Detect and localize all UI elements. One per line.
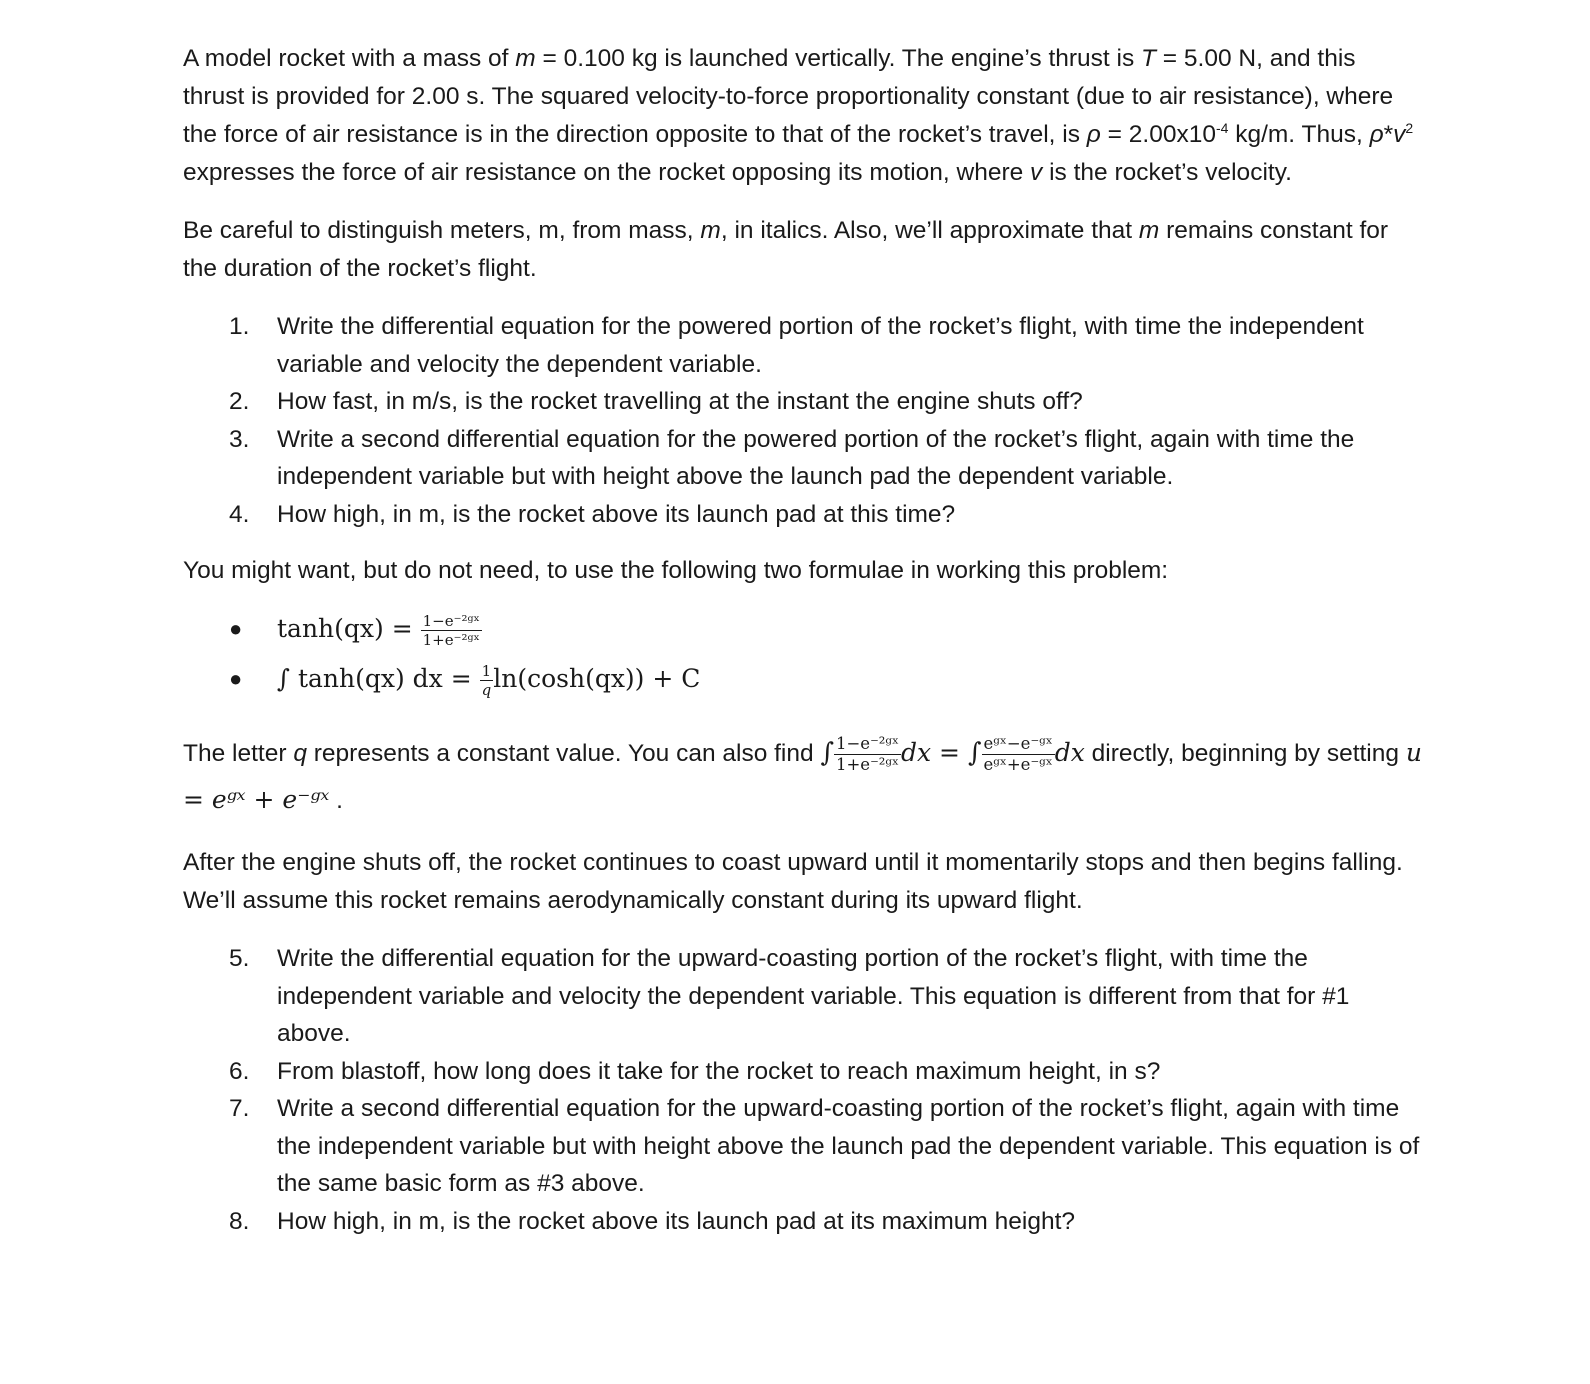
bullet-icon: ● [229,616,243,641]
list-item: 2. How fast, in m/s, is the rocket travelling at the instant the engine shuts off? [229,388,1083,415]
list-item: 8. How high, in m, is the rocket above its launch pad at its maximum height? [229,1207,1075,1235]
list-item: 4. How high, in m, is the rocket above its launch pad at this time? [229,500,956,528]
question-list-powered [183,308,1423,533]
list-item: 3. Write a second differential equation for the powered portion of the rocket’s flight, again with time the independent variable but with height above the launch pad the dependent variable. [229,425,1355,490]
list-item: 5. Write the differential equation for the upward-coasting portion of the rocket’s flight, with time the independent variable and velocity the dependent variable. This equation is different from that for #1 above. [229,945,1350,1047]
list-item: 1. Write the differential equation for the powered portion of the rocket’s flight, with time the independent variable and velocity the dependent variable. [229,313,1364,378]
careful-paragraph: Be careful to distinguish meters, m, from mass, m, in italics. Also, we’ll approximate that m remains constant for the duration of the rocket’s flight. [183,217,1389,282]
question-list-coasting [183,940,1423,1240]
formula-list [183,604,1423,704]
formula-tanh: ● tanh(qx) = $\frac{\text{1−e⁻²ᵍˣ}}{\text{1+e⁻²ᵍˣ}}$ [183,604,1423,654]
after-paragraph: After the engine shuts off, the rocket continues to coast upward until it momentarily stops and then begins falling. We’ll assume this rocket remains aerodynamically constant during its upward flight. [183,849,1403,914]
list-item: 7. Write a second differential equation for the upward-coasting portion of the rocket’s flight, again with time the independent variable but with height above the launch pad the dependent variable. This equation is of the same basic form as #3 above. [229,1095,1420,1197]
letter-q-paragraph: The letter q represents a constant value. You can also find ∫ $\frac{\text{1−e⁻²ᵍˣ}}{\text{1+e⁻²ᵍˣ}}$ dx = ∫ $\frac{\text{eᵍˣ−e⁻ᵍˣ}}{\text{eᵍˣ+e⁻ᵍˣ}}$ dx directly, beginning by setting u = eᵍˣ + e⁻ᵍˣ . [183,734,1422,814]
formulae-intro: You might want, but do not need, to use the following two formulae in working this problem: [183,557,1169,584]
intro-paragraph: A model rocket with a mass of m = 0.100 kg is launched vertically. The engine’s thrust is T = 5.00 N, and this thrust is provided for 2.00 s. The squared velocity-to-force proportionality constant (due to air resistance), where the force of air resistance is in the direction opposite to that of the rocket’s travel, is $\rho = 2.00x10^{-4}$ kg/m. Thus, $\rho*v^2$ expresses the force of air resistance on the rocket opposing its motion, where v is the rocket’s velocity. [183,45,1414,186]
list-item: 6. From blastoff, how long does it take for the rocket to reach maximum height, in s? [229,1057,1161,1085]
document-page [183,40,1423,1240]
formula-integral-tanh: ● ∫ tanh(qx) dx = $\frac{1}{q}$ ln(cosh(qx)) + C [183,654,1423,704]
bullet-icon: ● [229,666,243,691]
